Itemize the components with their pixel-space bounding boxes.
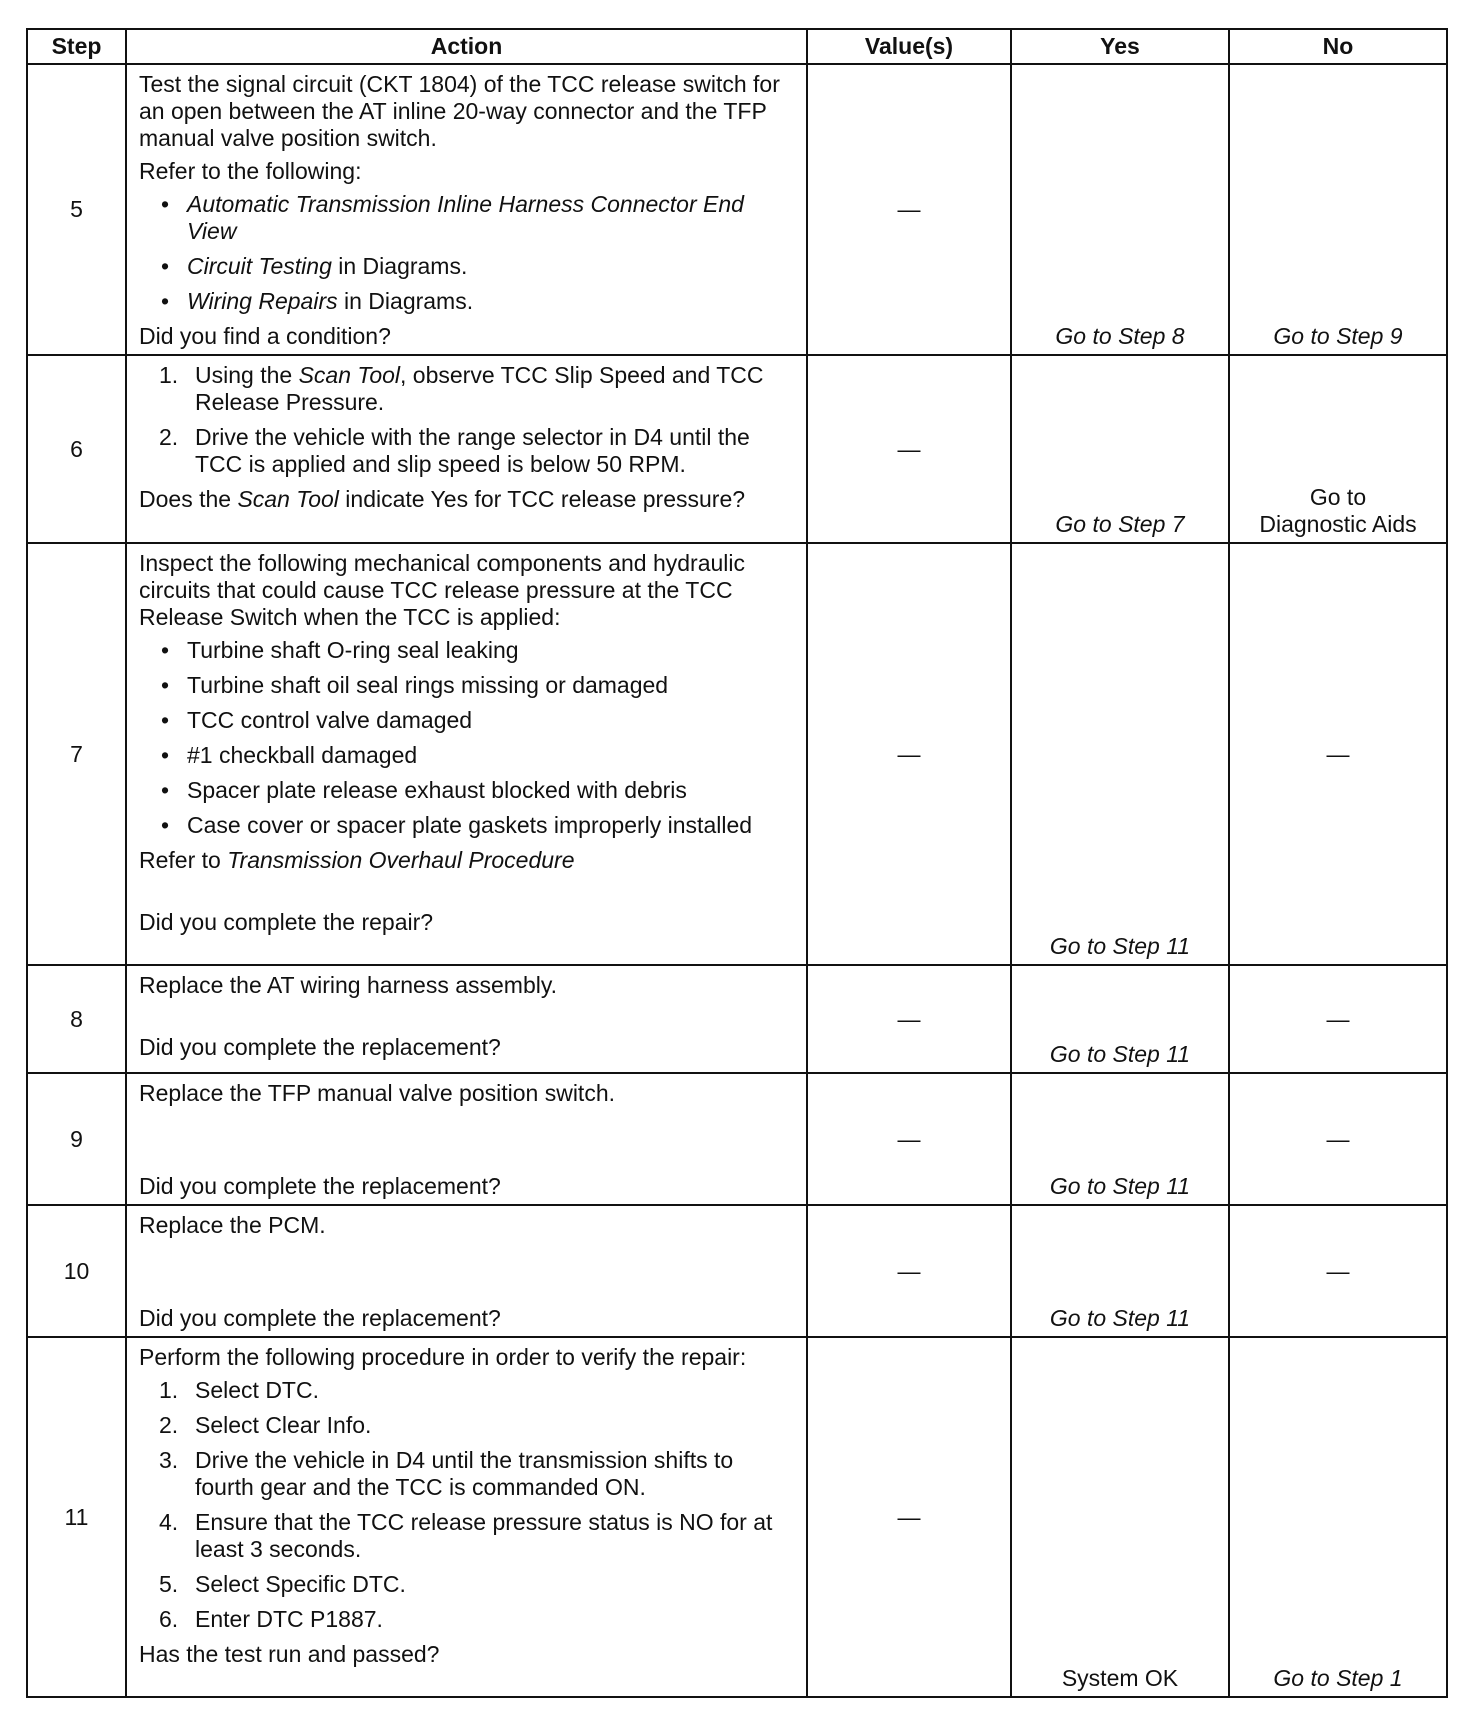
no-cell: Go to Diagnostic Aids xyxy=(1229,355,1447,543)
action-question: Has the test run and passed? xyxy=(139,1641,440,1667)
action-cell xyxy=(126,64,807,355)
header-action: Action xyxy=(126,29,807,64)
no-cell xyxy=(1229,965,1447,1073)
action-question: Did you find a condition? xyxy=(139,323,391,349)
step-number: 9 xyxy=(27,1073,126,1205)
list-item: 5. Select Specific DTC. xyxy=(159,1571,406,1597)
action-cell xyxy=(126,965,807,1073)
value-cell xyxy=(807,64,1011,355)
table-row-step-5 xyxy=(27,64,1447,355)
list-item: • Case cover or spacer plate gaskets improperly installed xyxy=(139,812,794,839)
step-number: 7 xyxy=(27,543,126,965)
dash: — xyxy=(897,1125,921,1152)
value-cell xyxy=(807,355,1011,543)
header-row xyxy=(27,29,1447,64)
action-text: Refer to the following: xyxy=(139,158,362,184)
diagnostic-table xyxy=(26,28,1448,1698)
value-cell xyxy=(807,1073,1011,1205)
yes-cell: Go to Step 11 xyxy=(1011,965,1229,1073)
action-cell xyxy=(126,1205,807,1337)
list-item: 4. Ensure that the TCC release pressure status is NO for at least 3 seconds. xyxy=(159,1509,773,1562)
dash: — xyxy=(897,435,921,462)
action-question: Does the Scan Tool indicate Yes for TCC release pressure? xyxy=(139,486,746,512)
header-step: Step xyxy=(27,29,126,64)
action-text: Test the signal circuit (CKT 1804) of the TCC release switch for an open between the AT inline 20-way connector and the TFP manual valve position switch. xyxy=(139,71,780,151)
dash: — xyxy=(897,196,921,222)
dash: — xyxy=(897,1503,921,1530)
dash: — xyxy=(897,740,921,767)
dash: — xyxy=(1326,1257,1350,1284)
no-cell: Go to Step 9 xyxy=(1229,64,1447,355)
step-number: 10 xyxy=(27,1205,126,1337)
header-no: No xyxy=(1229,29,1447,64)
list-item: 2. Drive the vehicle with the range selector in D4 until the TCC is applied and slip speed is below 50 RPM. xyxy=(159,424,750,477)
table-row-step-7 xyxy=(27,543,1447,965)
value-cell xyxy=(807,1337,1011,1697)
no-cell: Go to Step 1 xyxy=(1229,1337,1447,1697)
yes-cell: System OK xyxy=(1011,1337,1229,1697)
dash: — xyxy=(1326,1125,1350,1152)
list-item: 1. Select DTC. xyxy=(159,1377,319,1403)
dash: — xyxy=(1326,740,1350,767)
value-cell xyxy=(807,543,1011,965)
list-item: 6. Enter DTC P1887. xyxy=(159,1606,383,1632)
list-item: • Turbine shaft O-ring seal leaking xyxy=(139,637,794,664)
action-question: Did you complete the replacement? xyxy=(139,1173,501,1199)
header-yes: Yes xyxy=(1011,29,1229,64)
no-cell xyxy=(1229,1073,1447,1205)
list-item: • Wiring Repairs in Diagrams. xyxy=(139,288,794,315)
value-cell xyxy=(807,1205,1011,1337)
yes-cell: Go to Step 8 xyxy=(1011,64,1229,355)
step-number: 11 xyxy=(27,1337,126,1697)
list-item: • Spacer plate release exhaust blocked with debris xyxy=(139,777,794,804)
dash: — xyxy=(897,1005,921,1032)
table-row-step-10 xyxy=(27,1205,1447,1337)
action-text: Perform the following procedure in order to verify the repair: xyxy=(139,1344,747,1370)
no-cell xyxy=(1229,1205,1447,1337)
list-item: 3. Drive the vehicle in D4 until the transmission shifts to fourth gear and the TCC is commanded ON. xyxy=(159,1447,734,1500)
action-question: Did you complete the repair? xyxy=(139,909,434,935)
step-number: 5 xyxy=(27,64,126,355)
action-text: Replace the PCM. xyxy=(139,1212,326,1238)
action-text: Inspect the following mechanical components and hydraulic circuits that could cause TCC release pressure at the TCC Release Switch when the TCC is applied: xyxy=(139,550,746,630)
action-cell xyxy=(126,1337,807,1697)
action-question: Did you complete the replacement? xyxy=(139,1305,501,1331)
dash: — xyxy=(1326,1005,1350,1032)
numbered-list xyxy=(139,362,794,478)
numbered-list xyxy=(139,1377,794,1633)
yes-cell: Go to Step 11 xyxy=(1011,543,1229,965)
list-item: 2. Select Clear Info. xyxy=(159,1412,372,1438)
table-row-step-9 xyxy=(27,1073,1447,1205)
yes-cell: Go to Step 11 xyxy=(1011,1073,1229,1205)
bullet-list xyxy=(139,637,794,839)
action-text: Replace the TFP manual valve position switch. xyxy=(139,1080,616,1106)
action-text: Refer to Transmission Overhaul Procedure xyxy=(139,847,575,873)
bullet-list xyxy=(139,191,794,315)
list-item: • #1 checkball damaged xyxy=(139,742,794,769)
yes-cell: Go to Step 11 xyxy=(1011,1205,1229,1337)
action-cell xyxy=(126,1073,807,1205)
table-row-step-8 xyxy=(27,965,1447,1073)
table-row-step-6 xyxy=(27,355,1447,543)
value-cell xyxy=(807,965,1011,1073)
yes-cell: Go to Step 7 xyxy=(1011,355,1229,543)
list-item: • TCC control valve damaged xyxy=(139,707,794,734)
action-text: Replace the AT wiring harness assembly. xyxy=(139,972,558,998)
dash: — xyxy=(897,1257,921,1284)
header-values: Value(s) xyxy=(807,29,1011,64)
action-cell xyxy=(126,543,807,965)
action-cell xyxy=(126,355,807,543)
list-item: • Automatic Transmission Inline Harness Connector End View xyxy=(139,191,794,245)
table-row-step-11 xyxy=(27,1337,1447,1697)
list-item: 1. Using the Scan Tool, observe TCC Slip Speed and TCC Release Pressure. xyxy=(159,362,764,415)
step-number: 8 xyxy=(27,965,126,1073)
action-question: Did you complete the replacement? xyxy=(139,1034,501,1060)
step-number: 6 xyxy=(27,355,126,543)
list-item: • Circuit Testing in Diagrams. xyxy=(139,253,794,280)
list-item: • Turbine shaft oil seal rings missing or damaged xyxy=(139,672,794,699)
no-cell xyxy=(1229,543,1447,965)
